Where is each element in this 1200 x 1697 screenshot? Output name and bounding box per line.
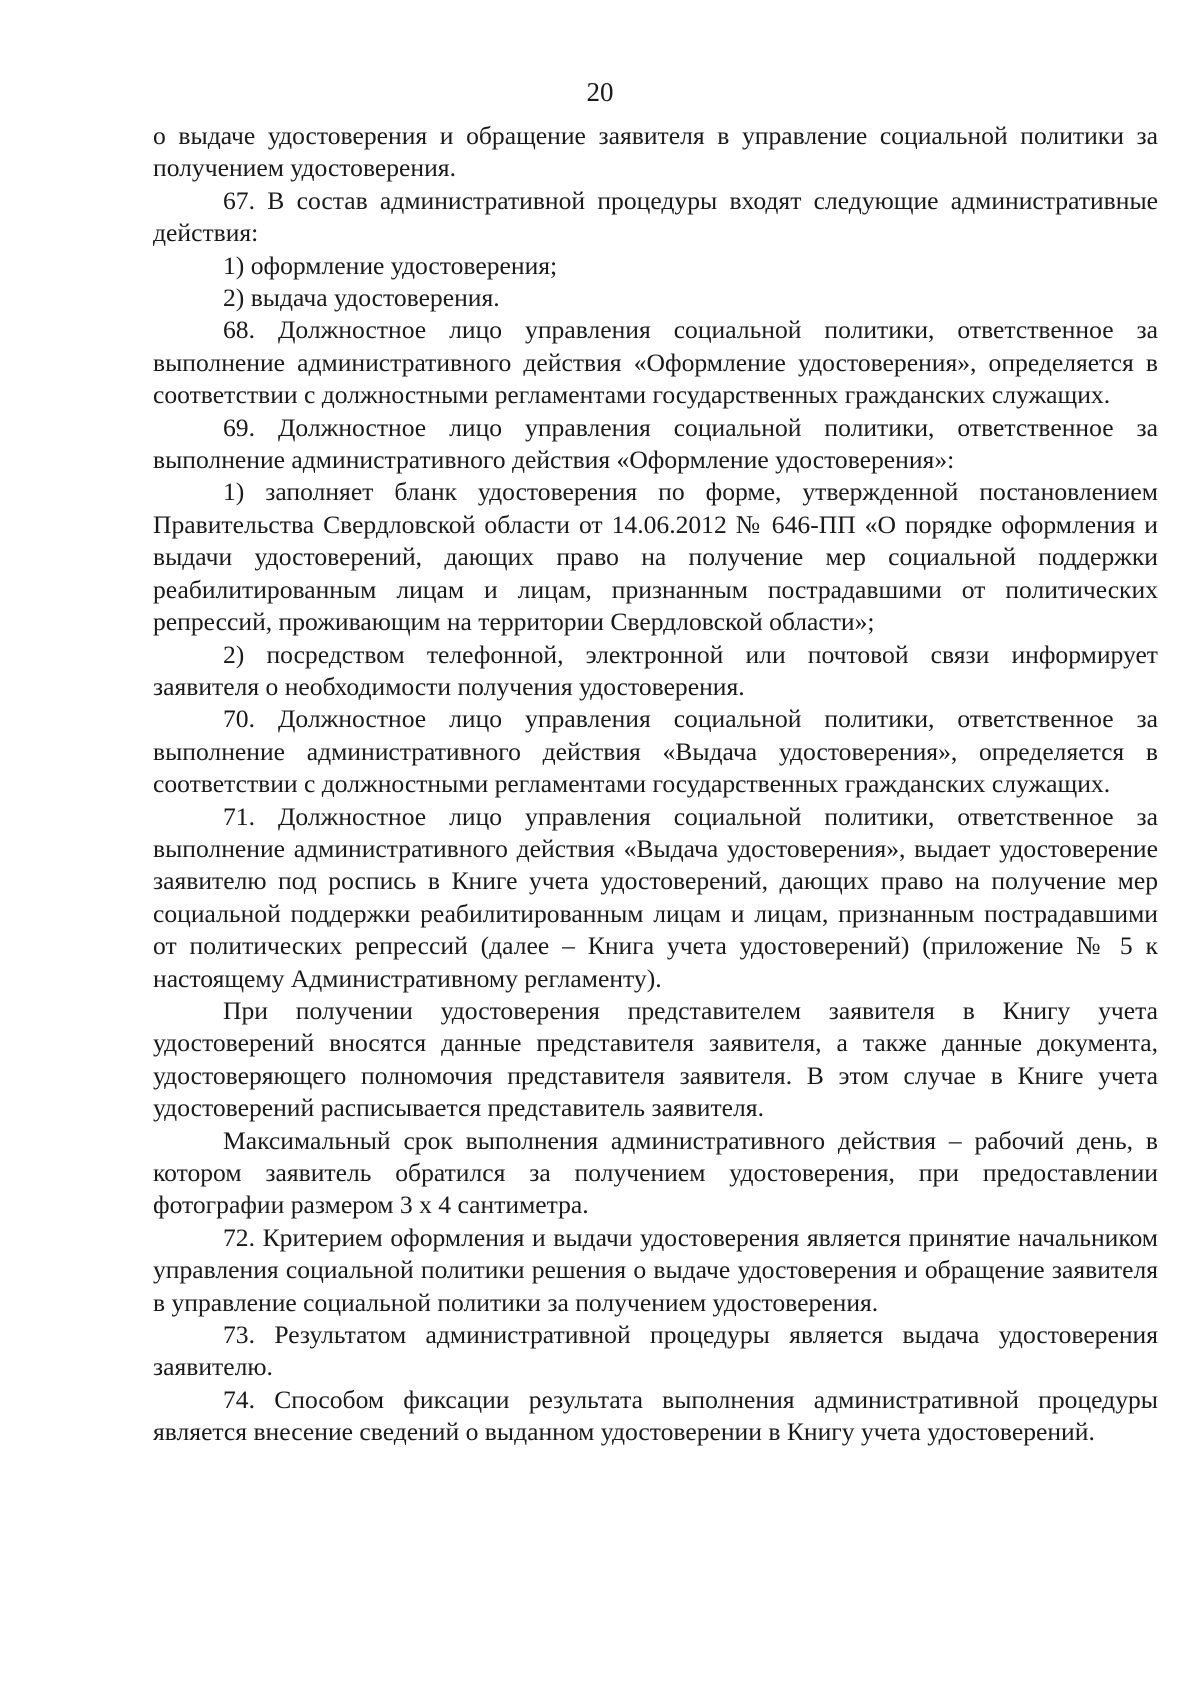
paragraph: При получении удостоверения представителем заявителя в Книгу учета удостоверений вносятся данные представителя заявителя, а также данные документа, удостоверяющего полномочия представителя заявителя. В этом случае в Книге учета удостоверений расписывается представитель заявителя. [153, 995, 1158, 1123]
paragraph: о выдаче удостоверения и обращение заявителя в управление социальной политики за получением удостоверения. [153, 121, 1158, 183]
paragraph: 67. В состав административной процедуры входят следующие административные действия: [153, 185, 1158, 248]
list-item: 2) выдача удостоверения. [223, 283, 500, 313]
paragraph: 71. Должностное лицо управления социальной политики, ответственное за выполнение административного действия «Выдача удостоверения», выдает удостоверение заявителю под роспись в Книге учета удостоверений, дающих право на получение мер социальной поддержки реабилитированным лицам и лицам, признанным пострадавшими от политических репрессий (далее – Книга учета удостоверений) (приложение № 5 к настоящему Административному регламенту). [153, 801, 1158, 993]
paragraph: 72. Критерием оформления и выдачи удостоверения является принятие начальником управления социальной политики решения о выдаче удостоверения и обращение заявителя в управление социальной политики за получением удостоверения. [153, 1222, 1158, 1317]
list-item: 2) посредством телефонной, электронной или почтовой связи информирует заявителя о необходимости получения удостоверения. [153, 639, 1158, 701]
list-item: 1) оформление удостоверения; [223, 250, 558, 280]
page-number: 20 [586, 77, 614, 107]
paragraph: 73. Результатом административной процедуры является выдача удостоверения заявителю. [153, 1320, 1158, 1382]
paragraph: 68. Должностное лицо управления социальной политики, ответственное за выполнение административного действия «Оформление удостоверения», определяется в соответствии с должностными регламентами государственных гражданских служащих. [153, 315, 1158, 410]
paragraph: 69. Должностное лицо управления социальной политики, ответственное за выполнение административного действия «Оформление удостоверения»: [153, 412, 1158, 475]
paragraph: 70. Должностное лицо управления социальной политики, ответственное за выполнение административного действия «Выдача удостоверения», определяется в соответствии с должностными регламентами государственных гражданских служащих. [153, 704, 1158, 799]
paragraph: 74. Способом фиксации результата выполнения административной процедуры является внесение сведений о выданном удостоверении в Книгу учета удостоверений. [153, 1384, 1158, 1447]
list-item: 1) заполняет бланк удостоверения по форме, утвержденной постановлением Правительства Свердловской области от 14.06.2012 № 646-ПП «О порядке оформления и выдачи удостоверений, дающих право на получение мер социальной поддержки реабилитированным лицам и лицам, признанным пострадавшими от политических репрессий, проживающим на территории Свердловской области»; [153, 477, 1158, 637]
paragraph: Максимальный срок выполнения административного действия – рабочий день, в котором заявитель обратился за получением удостоверения, при предоставлении фотографии размером 3 х 4 сантиметра. [153, 1125, 1158, 1220]
document-body [153, 120, 1158, 1449]
